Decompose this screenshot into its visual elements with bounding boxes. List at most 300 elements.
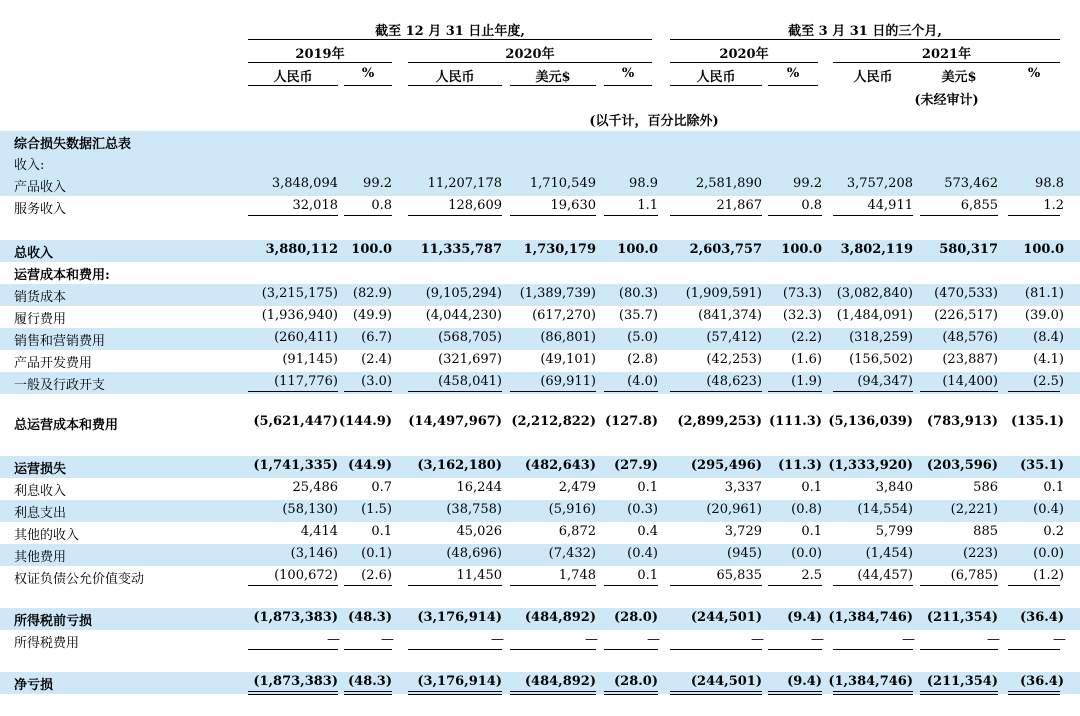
table-cell: (2,221) bbox=[950, 502, 998, 517]
col-header-usd: 美元$ bbox=[941, 70, 977, 85]
subtotal-underline bbox=[344, 391, 392, 392]
row-label: 销货成本 bbox=[14, 290, 67, 305]
table-cell: (5,916) bbox=[548, 502, 596, 517]
table-cell: (32.3) bbox=[782, 308, 822, 323]
table-cell: 98.8 bbox=[1035, 176, 1064, 191]
table-cell: — bbox=[987, 632, 1000, 647]
table-cell: (82.9) bbox=[352, 286, 392, 301]
table-cell: (135.1) bbox=[1010, 414, 1064, 429]
table-row bbox=[0, 500, 1080, 522]
subtotal-underline bbox=[833, 391, 913, 392]
row-label: 其他费用 bbox=[14, 550, 67, 565]
table-row bbox=[0, 522, 1080, 544]
table-cell: (80.3) bbox=[618, 286, 658, 301]
table-cell: — bbox=[491, 632, 504, 647]
subtotal-underline bbox=[670, 391, 762, 392]
table-cell: 3,840 bbox=[875, 480, 913, 495]
table-cell: 2,581,890 bbox=[695, 176, 762, 191]
table-cell: (1,909,591) bbox=[685, 286, 762, 301]
table-cell: (211,354) bbox=[926, 610, 998, 625]
col-header-pct: % bbox=[786, 66, 800, 81]
table-cell: (482,643) bbox=[524, 458, 596, 473]
col-rule bbox=[768, 85, 818, 86]
table-cell: (223) bbox=[963, 546, 998, 561]
table-cell: 0.2 bbox=[1043, 524, 1064, 539]
total-double-underline bbox=[920, 691, 998, 695]
table-cell: (2.2) bbox=[791, 330, 822, 345]
subtotal-underline bbox=[408, 215, 502, 216]
table-cell: (2,212,822) bbox=[511, 414, 596, 429]
table-cell: 580,317 bbox=[939, 242, 998, 257]
table-cell: (48,576) bbox=[942, 330, 998, 345]
unaudited-note: (未经审计) bbox=[914, 93, 979, 108]
table-cell: (117,776) bbox=[274, 374, 338, 389]
table-cell: (0.3) bbox=[627, 502, 658, 517]
table-cell: (1.6) bbox=[791, 352, 822, 367]
table-cell: 885 bbox=[973, 524, 998, 539]
table-cell: (458,041) bbox=[438, 374, 502, 389]
col-rule bbox=[510, 85, 596, 86]
table-cell: (0.0) bbox=[1033, 546, 1064, 561]
total-double-underline bbox=[408, 691, 502, 695]
table-cell: (58,130) bbox=[282, 502, 338, 517]
table-row bbox=[0, 456, 1080, 478]
table-cell: (20,961) bbox=[706, 502, 762, 517]
subtotal-underline bbox=[248, 215, 338, 216]
total-double-underline bbox=[344, 691, 392, 695]
table-row bbox=[0, 412, 1080, 434]
table-cell: 0.7 bbox=[371, 480, 392, 495]
table-cell: (91,145) bbox=[282, 352, 338, 367]
table-cell: — bbox=[902, 632, 915, 647]
row-label: 产品收入 bbox=[14, 180, 67, 195]
table-cell: (484,892) bbox=[524, 610, 596, 625]
table-cell: 0.1 bbox=[371, 524, 392, 539]
subtotal-underline bbox=[344, 649, 392, 650]
table-cell: (100,672) bbox=[274, 568, 338, 583]
table-cell: 11,207,178 bbox=[427, 176, 502, 191]
row-label: 净亏损 bbox=[14, 678, 54, 693]
table-cell: (260,411) bbox=[274, 330, 338, 345]
table-cell: (3,146) bbox=[290, 546, 338, 561]
table-cell: (5.0) bbox=[627, 330, 658, 345]
subtotal-underline bbox=[604, 391, 658, 392]
table-cell: 573,462 bbox=[944, 176, 998, 191]
table-cell: (14,554) bbox=[857, 502, 913, 517]
subtotal-underline bbox=[920, 391, 998, 392]
table-cell: (1,873,383) bbox=[253, 674, 338, 689]
row-label: 总收入 bbox=[14, 246, 54, 261]
col-header-pct: % bbox=[1027, 66, 1041, 81]
table-row bbox=[0, 478, 1080, 500]
row-label: 所得税前亏损 bbox=[14, 614, 93, 629]
year-rule-2020-annual bbox=[408, 62, 652, 63]
table-row bbox=[0, 328, 1080, 350]
table-cell: 3,757,208 bbox=[846, 176, 913, 191]
table-cell: (14,400) bbox=[942, 374, 998, 389]
row-label: 履行费用 bbox=[14, 312, 67, 327]
table-cell: (321,697) bbox=[438, 352, 502, 367]
table-cell: 100.0 bbox=[1023, 242, 1064, 257]
col-header-rmb: 人民币 bbox=[435, 70, 475, 85]
table-cell: (1,484,091) bbox=[836, 308, 913, 323]
table-cell: 98.9 bbox=[629, 176, 658, 191]
table-row bbox=[0, 240, 1080, 262]
table-row bbox=[0, 544, 1080, 566]
subtotal-underline bbox=[408, 649, 502, 650]
table-cell: (5,621,447) bbox=[253, 414, 338, 429]
table-cell: (1.2) bbox=[1033, 568, 1064, 583]
table-cell: 3,337 bbox=[724, 480, 762, 495]
unit-note: (以千计，百分比除外) bbox=[589, 114, 719, 129]
table-cell: 0.1 bbox=[801, 480, 822, 495]
total-double-underline bbox=[833, 691, 913, 695]
subtotal-underline bbox=[670, 585, 762, 586]
row-label: 销售和营销费用 bbox=[14, 334, 106, 349]
table-cell: (156,502) bbox=[849, 352, 913, 367]
table-cell: (49,101) bbox=[540, 352, 596, 367]
table-cell: — bbox=[811, 632, 824, 647]
table-cell: (39.0) bbox=[1024, 308, 1064, 323]
table-cell: (3,082,840) bbox=[836, 286, 913, 301]
row-label: 利息支出 bbox=[14, 506, 67, 521]
subtotal-underline bbox=[1008, 649, 1060, 650]
table-cell: (14,497,967) bbox=[408, 414, 502, 429]
table-cell: (9,105,294) bbox=[425, 286, 502, 301]
col-rule bbox=[604, 85, 652, 86]
year-rule-2019 bbox=[248, 62, 392, 63]
subtotal-underline bbox=[510, 215, 596, 216]
table-cell: (11.3) bbox=[778, 458, 822, 473]
col-rule bbox=[248, 85, 338, 86]
total-double-underline bbox=[604, 691, 658, 695]
subtotal-underline bbox=[833, 585, 913, 586]
col-rule bbox=[670, 85, 762, 86]
year-header-2019: 2019年 bbox=[295, 47, 345, 62]
table-cell: (1,454) bbox=[865, 546, 913, 561]
table-cell: (44.9) bbox=[348, 458, 392, 473]
subtotal-underline bbox=[768, 585, 822, 586]
table-cell: (244,501) bbox=[690, 674, 762, 689]
table-row bbox=[0, 630, 1080, 652]
total-double-underline bbox=[670, 691, 762, 695]
table-cell: (0.4) bbox=[1033, 502, 1064, 517]
subtotal-underline bbox=[833, 215, 913, 216]
table-cell: (1,936,940) bbox=[261, 308, 338, 323]
table-cell: (23,887) bbox=[942, 352, 998, 367]
subtotal-underline bbox=[768, 215, 822, 216]
subtotal-underline bbox=[248, 391, 338, 392]
table-cell: (4.0) bbox=[627, 374, 658, 389]
table-cell: (28.0) bbox=[614, 674, 658, 689]
table-row bbox=[0, 306, 1080, 328]
col-header-rmb: 人民币 bbox=[696, 70, 736, 85]
subtotal-underline bbox=[248, 649, 338, 650]
col-header-rmb: 人民币 bbox=[853, 70, 893, 85]
table-cell: (0.8) bbox=[791, 502, 822, 517]
table-cell: (1.9) bbox=[791, 374, 822, 389]
table-cell: 2,479 bbox=[558, 480, 596, 495]
table-cell: 3,880,112 bbox=[265, 242, 338, 257]
year-header-2021: 2021年 bbox=[921, 47, 972, 62]
subtotal-underline bbox=[768, 649, 822, 650]
table-cell: — bbox=[751, 632, 764, 647]
row-label: 收入: bbox=[14, 158, 45, 173]
table-cell: (2.5) bbox=[1033, 374, 1064, 389]
subtotal-underline bbox=[833, 649, 913, 650]
table-cell: 0.4 bbox=[637, 524, 658, 539]
table-cell: (841,374) bbox=[698, 308, 762, 323]
table-cell: (244,501) bbox=[690, 610, 762, 625]
row-label: 利息收入 bbox=[14, 484, 67, 499]
table-cell: (81.1) bbox=[1024, 286, 1064, 301]
table-cell: (6.7) bbox=[361, 330, 392, 345]
subtotal-underline bbox=[670, 215, 762, 216]
table-row bbox=[0, 131, 1080, 153]
row-label: 权证负债公允价值变动 bbox=[14, 572, 145, 587]
table-cell: (568,705) bbox=[438, 330, 502, 345]
table-cell: 99.2 bbox=[363, 176, 392, 191]
table-cell: 100.0 bbox=[351, 242, 392, 257]
table-cell: 11,450 bbox=[456, 568, 502, 583]
table-cell: (0.1) bbox=[361, 546, 392, 561]
table-cell: — bbox=[381, 632, 394, 647]
table-cell: 32,018 bbox=[292, 198, 338, 213]
table-cell: 2,603,757 bbox=[689, 242, 762, 257]
table-cell: — bbox=[327, 632, 340, 647]
subtotal-underline bbox=[604, 649, 658, 650]
table-cell: (49.9) bbox=[352, 308, 392, 323]
table-cell: (6,785) bbox=[950, 568, 998, 583]
table-cell: 5,799 bbox=[875, 524, 913, 539]
subtotal-underline bbox=[1008, 215, 1060, 216]
table-cell: 25,486 bbox=[292, 480, 338, 495]
table-cell: 0.1 bbox=[637, 480, 658, 495]
total-double-underline bbox=[1008, 691, 1060, 695]
table-cell: (73.3) bbox=[782, 286, 822, 301]
table-cell: 11,335,787 bbox=[420, 242, 502, 257]
table-cell: (48.3) bbox=[348, 610, 392, 625]
col-header-rmb: 人民币 bbox=[273, 70, 313, 85]
col-header-pct: % bbox=[361, 66, 375, 81]
subtotal-underline bbox=[510, 391, 596, 392]
table-cell: (7,432) bbox=[548, 546, 596, 561]
table-row bbox=[0, 284, 1080, 306]
table-cell: (48,623) bbox=[706, 374, 762, 389]
table-cell: (69,911) bbox=[540, 374, 596, 389]
table-cell: (3.0) bbox=[361, 374, 392, 389]
table-cell: 1,748 bbox=[558, 568, 596, 583]
table-cell: (318,259) bbox=[849, 330, 913, 345]
row-label: 服务收入 bbox=[14, 202, 67, 217]
table-cell: (94,347) bbox=[857, 374, 913, 389]
total-double-underline bbox=[248, 691, 338, 695]
table-cell: (9.4) bbox=[787, 610, 822, 625]
table-cell: (35.1) bbox=[1020, 458, 1064, 473]
table-cell: (44,457) bbox=[857, 568, 913, 583]
col-header-pct: % bbox=[621, 66, 635, 81]
table-cell: (783,913) bbox=[926, 414, 998, 429]
table-cell: (48,696) bbox=[446, 546, 502, 561]
table-row bbox=[0, 372, 1080, 394]
row-label: 综合损失数据汇总表 bbox=[14, 137, 132, 152]
table-cell: 4,414 bbox=[300, 524, 338, 539]
col-rule bbox=[344, 85, 392, 86]
table-cell: (42,253) bbox=[706, 352, 762, 367]
period-header-annual: 截至 12 月 31 日止年度, bbox=[375, 24, 525, 39]
table-row bbox=[0, 350, 1080, 372]
row-label: 其他的收入 bbox=[14, 528, 80, 543]
year-rule-2021 bbox=[833, 62, 1060, 63]
year-header-2020-quarter: 2020年 bbox=[719, 47, 769, 62]
total-double-underline bbox=[510, 691, 596, 695]
table-row bbox=[0, 608, 1080, 630]
table-cell: (1.5) bbox=[361, 502, 392, 517]
row-label: 产品开发费用 bbox=[14, 356, 93, 371]
table-cell: 1.1 bbox=[637, 198, 658, 213]
table-cell: (470,533) bbox=[934, 286, 998, 301]
table-cell: (27.9) bbox=[614, 458, 658, 473]
row-label: 总运营成本和费用 bbox=[14, 418, 119, 433]
period-rule-annual bbox=[248, 39, 652, 40]
subtotal-underline bbox=[344, 585, 392, 586]
table-cell: 0.8 bbox=[801, 198, 822, 213]
table-row bbox=[0, 174, 1080, 196]
subtotal-underline bbox=[604, 215, 658, 216]
table-cell: (144.9) bbox=[338, 414, 392, 429]
table-cell: (9.4) bbox=[787, 674, 822, 689]
subtotal-underline bbox=[1008, 585, 1060, 586]
table-cell: (211,354) bbox=[926, 674, 998, 689]
table-cell: 21,867 bbox=[716, 198, 762, 213]
row-label: 所得税费用 bbox=[14, 636, 80, 651]
subtotal-underline bbox=[768, 391, 822, 392]
subtotal-underline bbox=[1008, 391, 1060, 392]
table-cell: (203,596) bbox=[926, 458, 998, 473]
table-cell: (2.4) bbox=[361, 352, 392, 367]
table-cell: — bbox=[1053, 632, 1066, 647]
table-cell: 19,630 bbox=[550, 198, 596, 213]
table-cell: (5,136,039) bbox=[828, 414, 913, 429]
table-cell: 100.0 bbox=[781, 242, 822, 257]
subtotal-underline bbox=[248, 585, 338, 586]
subtotal-underline bbox=[920, 585, 998, 586]
table-cell: (1,384,746) bbox=[828, 674, 913, 689]
subtotal-underline bbox=[920, 215, 998, 216]
table-cell: 0.1 bbox=[801, 524, 822, 539]
table-cell: (38,758) bbox=[446, 502, 502, 517]
row-label: 运营损失 bbox=[14, 462, 67, 477]
table-cell: 3,848,094 bbox=[271, 176, 338, 191]
table-cell: (86,801) bbox=[540, 330, 596, 345]
row-label: 运营成本和费用: bbox=[14, 268, 110, 283]
table-cell: (1,389,739) bbox=[519, 286, 596, 301]
table-cell: (945) bbox=[727, 546, 762, 561]
table-cell: 0.1 bbox=[637, 568, 658, 583]
table-cell: (3,176,914) bbox=[417, 674, 502, 689]
table-cell: 3,729 bbox=[724, 524, 762, 539]
table-cell: (36.4) bbox=[1020, 674, 1064, 689]
table-cell: (1,741,335) bbox=[253, 458, 338, 473]
table-cell: (1,384,746) bbox=[828, 610, 913, 625]
table-cell: 3,802,119 bbox=[840, 242, 913, 257]
period-header-quarter: 截至 3 月 31 日的三个月, bbox=[788, 24, 942, 39]
table-cell: 1,730,179 bbox=[523, 242, 596, 257]
table-cell: (127.8) bbox=[604, 414, 658, 429]
table-cell: 1.2 bbox=[1043, 198, 1064, 213]
period-rule-quarter bbox=[670, 39, 1060, 40]
table-cell: (28.0) bbox=[614, 610, 658, 625]
subtotal-underline bbox=[408, 391, 502, 392]
table-cell: 1,710,549 bbox=[529, 176, 596, 191]
table-cell: (295,496) bbox=[690, 458, 762, 473]
table-cell: 128,609 bbox=[448, 198, 502, 213]
subtotal-underline bbox=[670, 649, 762, 650]
table-cell: (1,333,920) bbox=[828, 458, 913, 473]
table-cell: — bbox=[585, 632, 598, 647]
total-double-underline bbox=[768, 691, 822, 695]
table-cell: (226,517) bbox=[934, 308, 998, 323]
subtotal-underline bbox=[510, 585, 596, 586]
table-cell: 65,835 bbox=[716, 568, 762, 583]
table-cell: (2,899,253) bbox=[677, 414, 762, 429]
col-rule bbox=[408, 85, 502, 86]
table-cell: 100.0 bbox=[617, 242, 658, 257]
subtotal-underline bbox=[604, 585, 658, 586]
table-cell: (48.3) bbox=[348, 674, 392, 689]
table-cell: (2.6) bbox=[361, 568, 392, 583]
table-row bbox=[0, 262, 1080, 284]
table-cell: 44,911 bbox=[867, 198, 913, 213]
table-cell: (1,873,383) bbox=[253, 610, 338, 625]
table-cell: (3,162,180) bbox=[417, 458, 502, 473]
table-cell: 586 bbox=[973, 480, 998, 495]
subtotal-underline bbox=[344, 215, 392, 216]
table-cell: (4.1) bbox=[1033, 352, 1064, 367]
table-cell: (0.0) bbox=[791, 546, 822, 561]
table-cell: (36.4) bbox=[1020, 610, 1064, 625]
table-cell: (35.7) bbox=[618, 308, 658, 323]
table-cell: 2.5 bbox=[801, 568, 822, 583]
subtotal-underline bbox=[510, 649, 596, 650]
table-cell: 99.2 bbox=[793, 176, 822, 191]
table-row bbox=[0, 152, 1080, 174]
table-row bbox=[0, 566, 1080, 588]
table-row bbox=[0, 196, 1080, 218]
table-cell: (3,215,175) bbox=[261, 286, 338, 301]
table-cell: 0.8 bbox=[371, 198, 392, 213]
table-cell: (3,176,914) bbox=[417, 610, 502, 625]
table-cell: 6,872 bbox=[558, 524, 596, 539]
table-cell: (2.8) bbox=[627, 352, 658, 367]
row-label: 一般及行政开支 bbox=[14, 378, 106, 393]
table-cell: 16,244 bbox=[456, 480, 502, 495]
table-cell: (0.4) bbox=[627, 546, 658, 561]
subtotal-underline bbox=[920, 649, 998, 650]
subtotal-underline bbox=[408, 585, 502, 586]
table-cell: 45,026 bbox=[456, 524, 502, 539]
table-cell: (617,270) bbox=[532, 308, 596, 323]
table-cell: (111.3) bbox=[768, 414, 822, 429]
table-cell: (484,892) bbox=[524, 674, 596, 689]
table-cell: (8.4) bbox=[1033, 330, 1064, 345]
table-row bbox=[0, 672, 1080, 694]
table-cell: (57,412) bbox=[706, 330, 762, 345]
year-header-2020-annual: 2020年 bbox=[505, 47, 555, 62]
year-rule-2020-quarter bbox=[670, 62, 818, 63]
col-header-usd: 美元$ bbox=[535, 70, 571, 85]
table-cell: — bbox=[647, 632, 660, 647]
